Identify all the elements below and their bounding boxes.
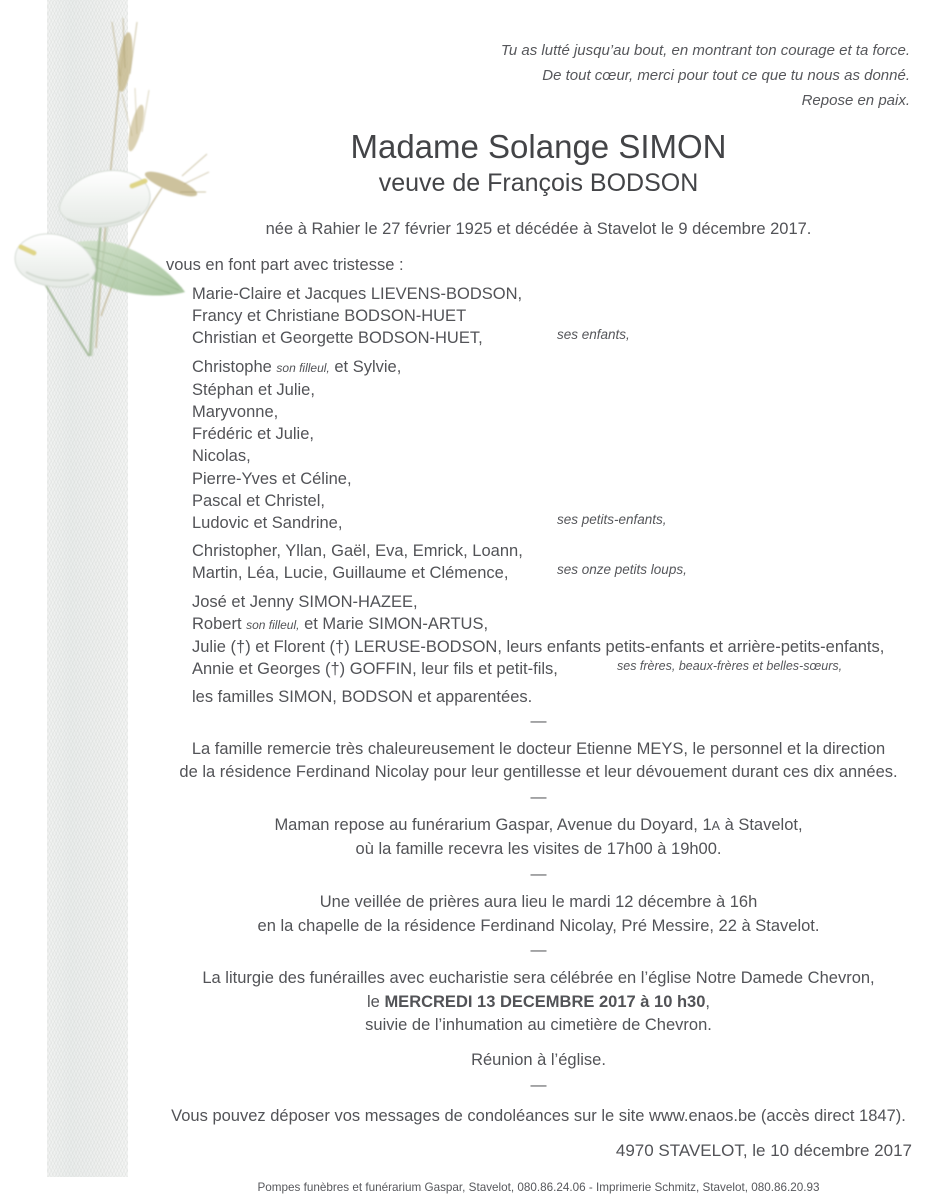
epigraph: [130, 38, 947, 113]
epigraph-line: Repose en paix.: [801, 92, 910, 109]
family-line: Nicolas,: [192, 447, 251, 466]
section-separator: —: [530, 1076, 547, 1094]
family-line: Francy et Christiane BODSON-HUET: [192, 307, 467, 326]
family-group-siblings: [192, 591, 947, 681]
godson-note: son filleul,: [276, 360, 330, 375]
relation-label: ses frères, beaux-frères et belles-sœurs,: [617, 659, 843, 674]
family-line: Martin, Léa, Lucie, Guillaume et Clémence, ses onze petits loups,: [192, 562, 947, 584]
family-group-children: [192, 283, 947, 350]
family-group-grandchildren: [192, 356, 947, 535]
family-line: Stéphan et Julie,: [192, 380, 315, 399]
repose-paragraph: Maman repose au funérarium Gaspar, Avenue du Doyard, 1A à Stavelot, où la famille recevra les visites de 17h00 à 19h00.: [274, 815, 803, 859]
birth-death-line: née à Rahier le 27 février 1925 et décédée à Stavelot le 9 décembre 2017.: [265, 220, 812, 238]
family-line: Robert son filleul, et Marie SIMON-ARTUS,: [192, 614, 489, 633]
relation-label: ses enfants,: [557, 327, 630, 343]
funeral-date-bold: MERCREDI 13 DECEMBRE 2017 à 10 h30: [384, 992, 706, 1011]
page-title: Madame Solange SIMON: [350, 128, 727, 165]
family-line: Christopher, Yllan, Gaël, Eva, Emrick, Loann,: [192, 542, 523, 561]
family-line: Maryvonne,: [192, 403, 279, 422]
family-line: Julie (†) et Florent (†) LERUSE-BODSON, leurs enfants petits-enfants et arrière-petits-enfants,: [192, 638, 885, 657]
section-separator: —: [530, 866, 547, 884]
section-separator: —: [530, 712, 547, 730]
section-separator: —: [530, 788, 547, 806]
reunion-line: Réunion à l’église.: [471, 1051, 606, 1069]
family-line: José et Jenny SIMON-HAZEE,: [192, 592, 418, 611]
family-line: Christophe son filleul, et Sylvie,: [192, 357, 402, 376]
smallcap-a: A: [711, 818, 720, 833]
family-line: Pierre-Yves et Céline,: [192, 469, 352, 488]
family-line: Marie-Claire et Jacques LIEVENS-BODSON,: [192, 285, 523, 303]
funeral-paragraph: La liturgie des funérailles avec eucharistie sera célébrée en l’église Notre Damede Chevron, le MERCREDI 13 DECEMBRE 2017 à 10 h30, suivie de l’inhumation au cimetière de Chevron.: [202, 969, 875, 1035]
family-line: Annie et Georges (†) GOFFIN, leur fils et petit-fils, ses frères, beaux-frères et belles-sœurs,: [192, 658, 947, 680]
family-group-greatgrandchildren: [192, 540, 947, 584]
family-line: Christian et Georgette BODSON-HUET, ses enfants,: [192, 327, 947, 349]
section-separator: —: [530, 942, 547, 960]
relation-label: ses petits-enfants,: [557, 512, 667, 528]
family-group-related: [192, 686, 947, 708]
family-line: Frédéric et Julie,: [192, 425, 314, 444]
content-column: [130, 0, 947, 1195]
godson-note: son filleul,: [246, 617, 300, 632]
family-line: les familles SIMON, BODSON et apparentées.: [192, 688, 533, 707]
family-line: Ludovic et Sandrine, ses petits-enfants,: [192, 512, 947, 534]
epigraph-line: Tu as lutté jusqu’au bout, en montrant ton courage et ta force.: [500, 42, 910, 59]
print-credits: Pompes funèbres et funérarium Gaspar, Stavelot, 080.86.24.06 - Imprimerie Schmitz, Stavelot, 080.86.20.93: [257, 1181, 820, 1195]
intro-line: vous en font part avec tristesse :: [166, 256, 404, 274]
relation-label: ses onze petits loups,: [557, 562, 687, 578]
vigil-paragraph: Une veillée de prières aura lieu le mardi 12 décembre à 16h en la chapelle de la résidence Ferdinand Nicolay, Pré Messire, 22 à Stavelot.: [257, 893, 820, 935]
epigraph-line: De tout cœur, merci pour tout ce que tu nous as donné.: [542, 67, 910, 84]
condolences-line: Vous pouvez déposer vos messages de condoléances sur le site www.enaos.be (accès direct 1847).: [171, 1106, 906, 1125]
family-line: Pascal et Christel,: [192, 491, 325, 510]
page-subtitle: veuve de François BODSON: [378, 169, 699, 197]
city-date-line: 4970 STAVELOT, le 10 décembre 2017: [615, 1141, 912, 1161]
thanks-paragraph: La famille remercie très chaleureusement le docteur Etienne MEYS, le personnel et la direction de la résidence Ferdinand Nicolay pour leur gentillesse et leur dévouement durant ces dix années.: [179, 739, 898, 782]
